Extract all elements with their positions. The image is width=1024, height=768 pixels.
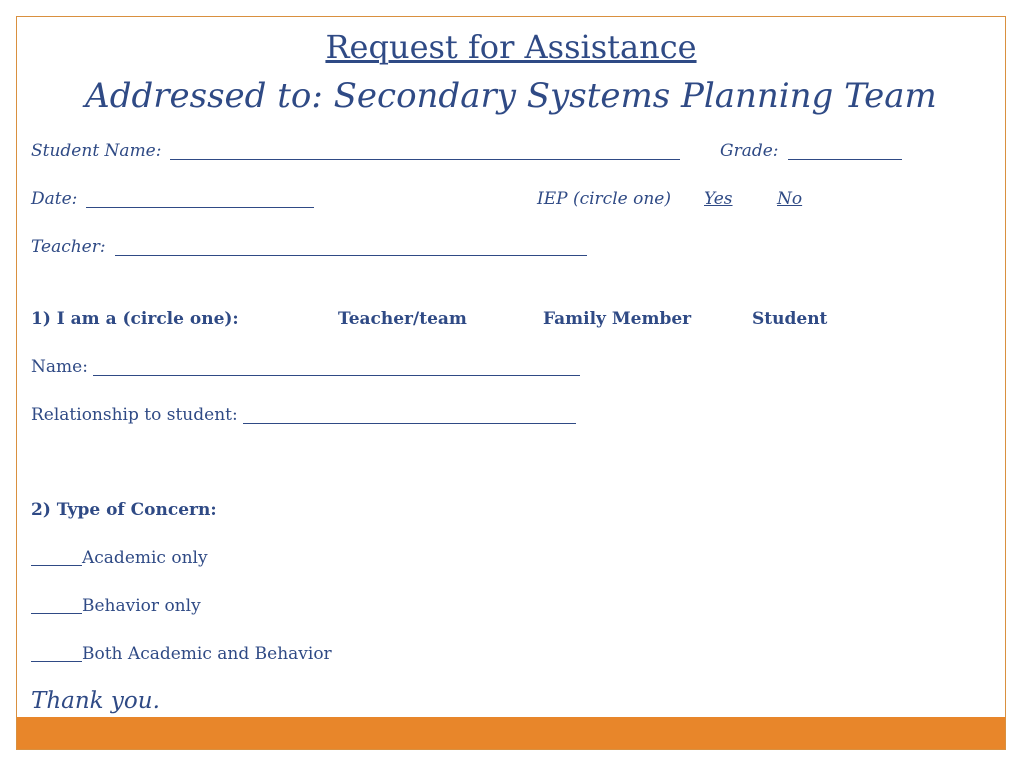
iep-label: IEP (circle one) — [537, 189, 671, 209]
footer-bar — [17, 717, 1005, 749]
page-title: Request for Assistance — [325, 28, 697, 66]
closing-text: Thank you. — [31, 688, 160, 714]
name-label: Name: — [31, 357, 88, 377]
concern-both-checkbox[interactable] — [31, 661, 82, 662]
iep-no-option[interactable]: No — [777, 189, 803, 209]
role-option-teacher-team[interactable]: Teacher/team — [338, 309, 467, 329]
relationship-label: Relationship to student: — [31, 405, 238, 425]
concern-academic-label: Academic only — [82, 548, 208, 568]
concern-behavior-label: Behavior only — [82, 596, 201, 616]
student-name-field[interactable] — [170, 159, 680, 160]
role-option-student[interactable]: Student — [752, 309, 828, 329]
form-slide — [16, 16, 1006, 750]
grade-label: Grade: — [720, 141, 779, 161]
name-field[interactable] — [93, 375, 580, 376]
teacher-label: Teacher: — [31, 237, 106, 257]
date-label: Date: — [31, 189, 78, 209]
concern-behavior-checkbox[interactable] — [31, 613, 82, 614]
role-option-family-member[interactable]: Family Member — [543, 309, 692, 329]
date-field[interactable] — [86, 207, 314, 208]
concern-academic-checkbox[interactable] — [31, 565, 82, 566]
iep-yes-option[interactable]: Yes — [704, 189, 733, 209]
concern-both-label: Both Academic and Behavior — [82, 644, 332, 664]
grade-field[interactable] — [788, 159, 902, 160]
section-1-heading: 1) I am a (circle one): — [31, 309, 239, 329]
teacher-field[interactable] — [115, 255, 587, 256]
student-name-label: Student Name: — [31, 141, 162, 161]
page-subtitle: Addressed to: Secondary Systems Planning Team — [85, 76, 937, 116]
section-2-heading: 2) Type of Concern: — [31, 500, 217, 520]
relationship-field[interactable] — [243, 423, 576, 424]
